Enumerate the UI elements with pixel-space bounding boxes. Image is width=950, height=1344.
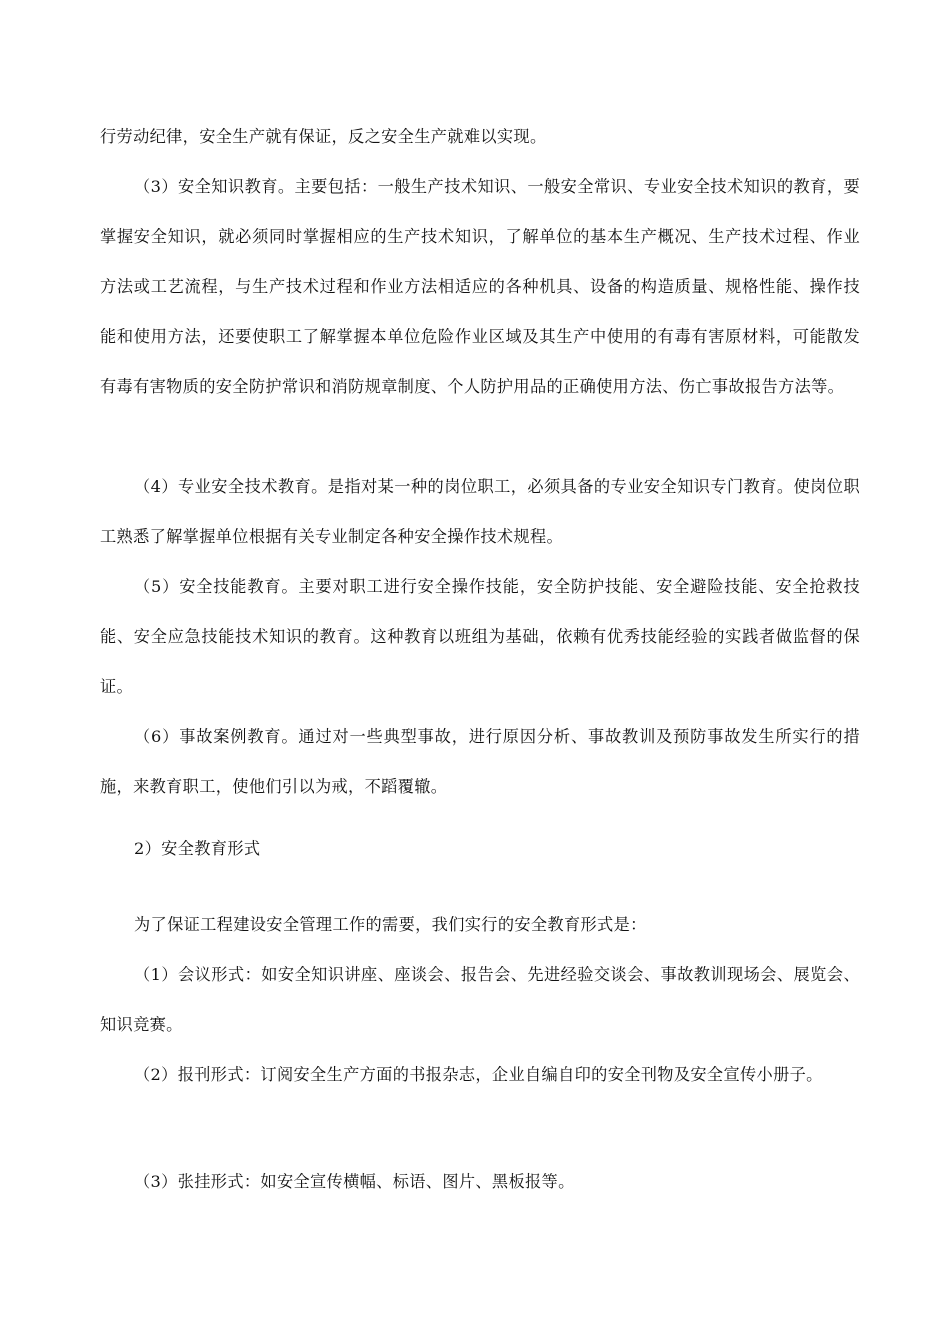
paragraph-text: 行劳动纪律，安全生产就有保证，反之安全生产就难以实现。 bbox=[100, 127, 547, 146]
paragraph-professional-safety-technical-education: （4）专业安全技术教育。是指对某一种的岗位职工，必须具备的专业安全知识专门教育。使岗位职工熟悉了解掌握单位根据有关专业制定各种安全操作技术规程。 bbox=[100, 477, 860, 546]
paragraph-education-forms-intro: 为了保证工程建设安全管理工作的需要，我们实行的安全教育形式是： bbox=[134, 915, 647, 934]
paragraph-safety-skill-education: （5）安全技能教育。主要对职工进行安全操作技能，安全防护技能、安全避险技能、安全抢救技能、安全应急技能技术知识的教育。这种教育以班组为基础，依赖有优秀技能经验的实践者做监督的保证。 bbox=[100, 577, 860, 696]
section-heading-safety-education-forms: 2）安全教育形式 bbox=[134, 839, 261, 858]
paragraph-display-form: （3）张挂形式：如安全宣传横幅、标语、图片、黑板报等。 bbox=[134, 1172, 575, 1191]
paragraph-accident-case-education: （6）事故案例教育。通过对一些典型事故，进行原因分析、事故教训及预防事故发生所实行的措施，来教育职工，使他们引以为戒，不蹈覆辙。 bbox=[100, 727, 860, 796]
paragraph-publication-form: （2）报刊形式：订阅安全生产方面的书报杂志，企业自编自印的安全刊物及安全宣传小册子。 bbox=[134, 1065, 823, 1084]
paragraph-safety-knowledge-education: （3）安全知识教育。主要包括：一般生产技术知识、一般安全常识、专业安全技术知识的教育，要掌握安全知识，就必须同时掌握相应的生产技术知识，了解单位的基本生产概况、生产技术过程、作业方法或工艺流程，与生产技术过程和作业方法相适应的各种机具、设备的构造质量、规格性能、操作技能和使用方法，还要使职工了解掌握本单位危险作业区域及其生产中使用的有毒有害原材料，可能散发有毒有害物质的安全防护常识和消防规章制度、个人防护用品的正确使用方法、伤亡事故报告方法等。 bbox=[100, 177, 860, 396]
paragraph-continuation bbox=[100, 112, 860, 162]
paragraph-meeting-form: （1）会议形式：如安全知识讲座、座谈会、报告会、先进经验交谈会、事故教训现场会、展览会、知识竞赛。 bbox=[100, 965, 860, 1034]
